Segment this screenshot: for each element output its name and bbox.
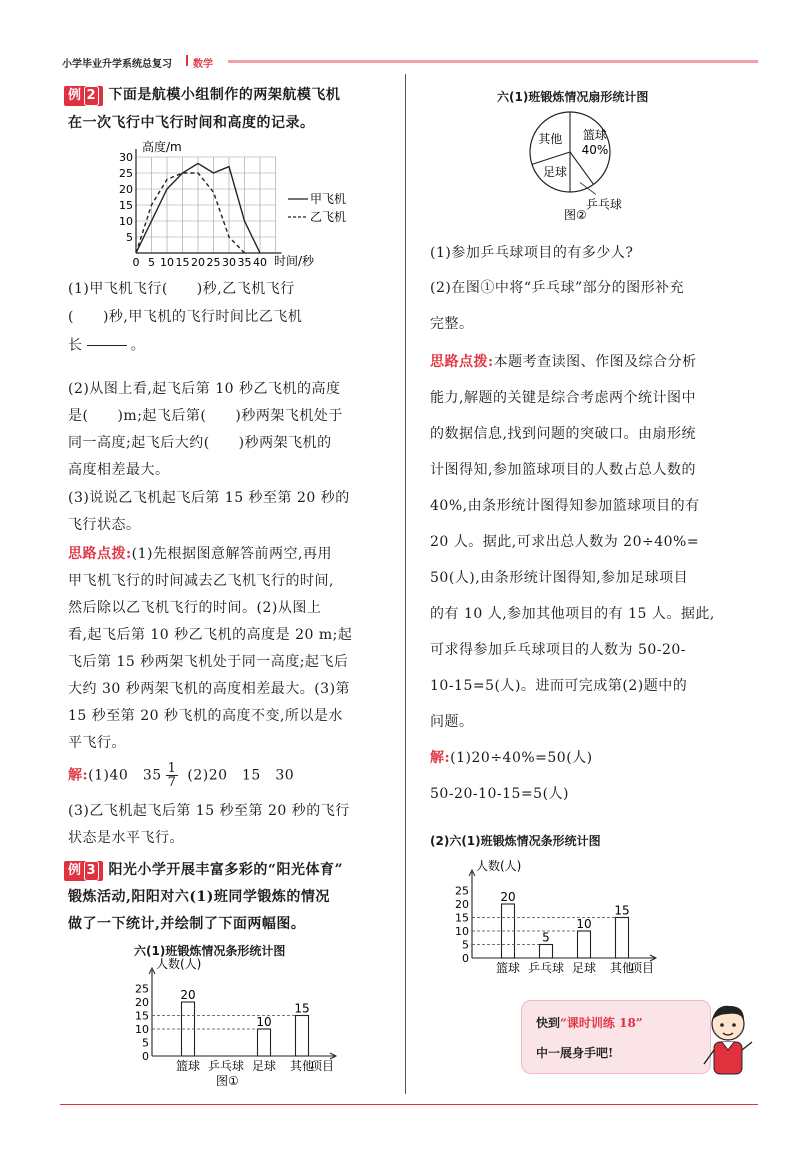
chart-xlabel: 时间/秒 [274, 254, 315, 268]
fig3-bar [540, 945, 553, 959]
q2-line4: 高度相差最大。 [68, 462, 170, 478]
hint3-line8: 的有 10 人,参加其他项目的有 15 人。据此, [430, 606, 715, 622]
legend-yi: 乙飞机 [310, 210, 347, 224]
fig3-y-tick: 15 [455, 911, 469, 925]
fig1-y-tick: 15 [135, 1009, 149, 1023]
fig1-value-label: 10 [256, 1015, 272, 1029]
fig1-ylabel: 人数(人) [156, 958, 202, 971]
header-separator [186, 55, 188, 66]
legend-jia: 甲飞机 [310, 192, 347, 206]
fig1-value-label: 15 [294, 1001, 310, 1016]
solution2-line3: 状态是水平飞行。 [68, 830, 184, 846]
solution3-line3: (2)六(1)班锻炼情况条形统计图 [430, 834, 601, 848]
fig2-caption: 图② [564, 208, 587, 222]
hint2-line5: 飞后第 15 秒两架飞机处于同一高度;起飞后 [68, 654, 349, 670]
q2-line1: (2)从图上看,起飞后第 10 秒乙飞机的高度 [68, 381, 341, 397]
fig1-xlabel: 项目 [310, 1059, 335, 1073]
hint2-line4: 看,起飞后第 10 秒乙飞机的高度是 20 m;起 [68, 627, 353, 643]
hint3-line9: 可求得参加乒乓球项目的人数为 50-20- [430, 642, 687, 658]
fig1-category-label: 乒乓球 [207, 1059, 245, 1073]
hint2-line3: 然后除以乙飞机飞行的时间。(2)从图上 [68, 600, 322, 616]
hint2-line8: 平飞行。 [68, 735, 126, 751]
promo-text-2: 中一展身手吧! [536, 1046, 614, 1060]
q2-line2: 是( )m;起飞后第( )秒两架飞机处于 [68, 408, 343, 424]
fig3-y-tick: 0 [462, 952, 469, 965]
fig3-xlabel: 项目 [630, 961, 655, 975]
pie-label-pingpong: 乒乓球 [585, 197, 622, 212]
fig1-y-tick: 0 [142, 1050, 149, 1063]
fig1-y-tick: 25 [135, 982, 149, 996]
pie-title: 六(1)班锻炼情况扇形统计图 [497, 90, 649, 104]
hint3-line6: 20 人。据此,可求出总人数为 20÷40%= [430, 534, 700, 550]
solution-fraction: $\frac{1}{7}$ [167, 761, 177, 790]
subject-label: 数学 [193, 59, 213, 70]
q1-line3: 长 。 [68, 332, 145, 360]
promo-box [521, 1000, 711, 1074]
hint3-line1: 思路点拨:本题考查读图、作图及综合分析 [430, 354, 697, 370]
chart-axes [136, 149, 282, 253]
x-tick-label: 5 [148, 256, 155, 269]
solution2-line2: (3)乙飞机起飞后第 15 秒至第 20 秒的飞行 [68, 803, 350, 819]
fig3-y-tick: 25 [455, 884, 469, 898]
flight-line-chart [112, 138, 352, 272]
x-tick-label: 10 [160, 256, 174, 269]
y-tick-label: 20 [119, 183, 133, 196]
column-divider [405, 74, 406, 1094]
series-title: 小学毕业升学系统总复习 [62, 59, 172, 70]
q3-2-line1: (2)在图①中将“乒乓球”部分的图形补充 [430, 280, 685, 296]
boy-illustration [700, 1002, 756, 1082]
header-rule [228, 60, 758, 63]
fig3-bar [616, 918, 629, 959]
solution3-line1: 解:(1)20÷40%=50(人) [430, 750, 593, 766]
hint3-line10: 10-15=5(人)。进而可完成第(2)题中的 [430, 678, 688, 694]
hint2-line6: 大约 30 秒两架飞机的高度相差最大。(3)第 [68, 681, 351, 697]
fig3-category-label: 足球 [571, 961, 597, 975]
example3-badge: 例 3 [64, 861, 103, 881]
fig3-category-label: 篮球 [495, 961, 521, 975]
example2-title-line2: 在一次飞行中飞行时间和高度的记录。 [68, 115, 315, 131]
fig3-ylabel: 人数(人) [476, 860, 522, 873]
hint2-line1: 思路点拨:(1)先根据图意解答前两空,再用 [68, 546, 332, 562]
fig3-y-tick: 10 [455, 925, 469, 938]
y-tick-label: 25 [119, 167, 133, 180]
promo-text-1: 快到“课时训练 18” [536, 1016, 643, 1030]
pie-chart-fig2 [520, 102, 660, 224]
hint3-line3: 的数据信息,找到问题的突破口。由扇形统 [430, 426, 696, 442]
example2-title: 例 2 下面是航模小组制作的两架航模飞机 [64, 82, 340, 109]
chart-ylabel: 高度/m [142, 140, 182, 154]
hint2-line2: 甲飞机飞行的时间减去乙飞机飞行的时间, [68, 573, 334, 589]
hint3-line7: 50(人),由条形统计图得知,参加足球项目 [430, 570, 689, 586]
fig3-y-tick: 20 [455, 898, 469, 911]
x-tick-label: 25 [206, 256, 221, 269]
q3-2-line2: 完整。 [430, 316, 474, 332]
chart-legend [288, 191, 346, 224]
hint3-line4: 计图得知,参加篮球项目的人数占总人数的 [430, 462, 696, 478]
fig1-category-label: 其他 [289, 1059, 315, 1073]
fig3-value-label: 5 [542, 930, 550, 945]
example3-title: 例 3 阳光小学开展丰富多彩的“阳光体育” [64, 857, 343, 884]
footer-rule [60, 1104, 758, 1105]
q3-1: (1)参加乒乓球项目的有多少人? [430, 245, 634, 261]
fig1-category-label: 足球 [251, 1059, 277, 1073]
chart-grid [136, 157, 276, 253]
example3-title-line3: 做了一下统计,并绘制了下面两幅图。 [68, 916, 306, 932]
x-tick-label: 40 [253, 256, 267, 269]
q1-line2: ( )秒,甲飞机的飞行时间比乙飞机 [68, 309, 303, 325]
pie-label-other: 其他 [538, 132, 563, 147]
blank-fraction [87, 332, 127, 359]
example3-title-line2: 锻炼活动,阳阳对六(1)班同学锻炼的情况 [68, 889, 330, 905]
q1-line1: (1)甲飞机飞行( )秒,乙飞机飞行 [68, 281, 295, 297]
pie-label-basketball: 篮球 [582, 128, 607, 143]
fig1-category-label: 篮球 [175, 1059, 201, 1073]
y-tick-label: 15 [119, 199, 133, 212]
fig1-y-tick: 20 [135, 996, 149, 1009]
x-tick-label: 0 [132, 256, 140, 269]
fig3-category-label: 其他 [609, 961, 635, 975]
hint3-line5: 40%,由条形统计图得知参加篮球项目的有 [430, 498, 700, 514]
x-tick-label: 35 [237, 256, 252, 269]
fig3-value-label: 10 [576, 917, 592, 931]
x-tick-label: 15 [175, 256, 190, 269]
y-tick-label: 30 [119, 151, 133, 164]
hint3-line11: 问题。 [430, 714, 474, 730]
fig3-y-tick: 5 [462, 938, 469, 952]
hint3-line2: 能力,解题的关键是综合考虑两个统计图中 [430, 390, 696, 406]
q3-line1: (3)说说乙飞机起飞后第 15 秒至第 20 秒的 [68, 490, 350, 506]
example2-badge: 例 2 [64, 86, 103, 106]
solution2-line1: 解:(1)40 35 $\frac{1}{7}$ (2)20 15 30 [68, 761, 295, 790]
fig1-bar [296, 1016, 309, 1057]
y-tick-label: 10 [119, 215, 133, 228]
fig1-caption: 图① [216, 1074, 239, 1088]
q2-line3: 同一高度;起飞后大约( )秒两架飞机的 [68, 435, 332, 451]
x-tick-label: 30 [222, 256, 236, 269]
fig1-y-tick: 5 [142, 1036, 149, 1050]
bar1-title: 六(1)班锻炼情况条形统计图 [134, 944, 286, 958]
fig1-value-label: 20 [180, 988, 196, 1002]
pie-label-basketball-pct: 40% [581, 143, 609, 158]
fig3-category-label: 乒乓球 [527, 961, 565, 975]
y-tick-label: 5 [126, 231, 133, 244]
fig3-bar [578, 931, 591, 958]
hint2-line7: 15 秒至第 20 秒飞机的高度不变,所以是水 [68, 708, 343, 724]
fig3-value-label: 15 [614, 903, 630, 918]
fig3-value-label: 20 [500, 890, 516, 904]
bar-chart-fig1 [128, 958, 348, 1090]
fig1-bar [258, 1029, 271, 1056]
pie-label-football: 足球 [543, 164, 568, 179]
q3-line2: 飞行状态。 [68, 517, 141, 533]
x-tick-label: 20 [191, 256, 205, 269]
series-yi-line [136, 173, 245, 253]
fig1-y-tick: 10 [135, 1023, 149, 1036]
solution3-line2: 50-20-10-15=5(人) [430, 786, 570, 802]
bar-chart-completed [448, 860, 668, 980]
